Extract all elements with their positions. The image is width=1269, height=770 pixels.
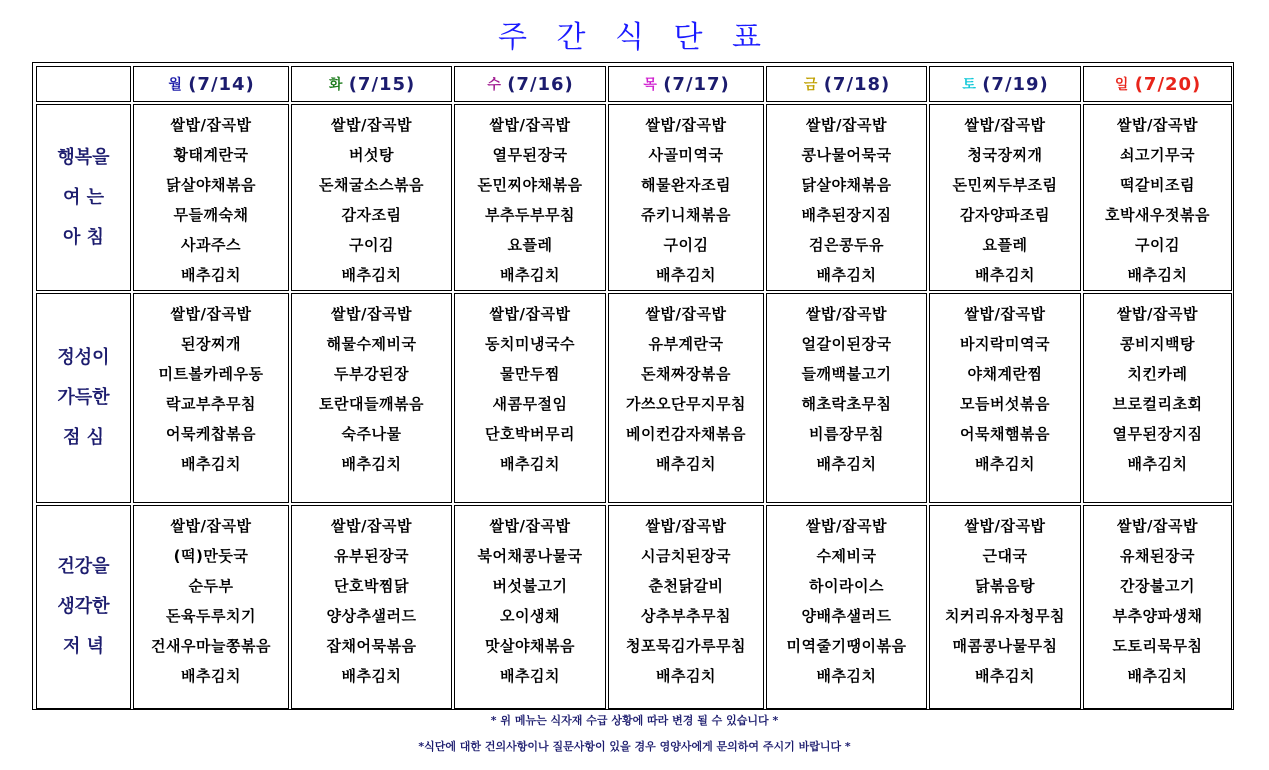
menu-item: 돈육두루치기 bbox=[166, 607, 256, 625]
menu-item: 단호박버무리 bbox=[485, 425, 575, 443]
menu-cell bbox=[929, 104, 1081, 291]
menu-list bbox=[767, 294, 926, 479]
menu-item: 돈채짜장볶음 bbox=[641, 365, 731, 383]
menu-item: 쌀밥/잡곡밥 bbox=[806, 305, 887, 323]
menu-item: 닭살야채볶음 bbox=[166, 176, 256, 194]
day-letter: 금 bbox=[803, 76, 818, 93]
menu-item: 해물완자조림 bbox=[641, 176, 731, 194]
menu-cell bbox=[291, 293, 452, 503]
menu-item: 배추김치 bbox=[656, 667, 716, 685]
menu-cell bbox=[133, 104, 289, 291]
menu-item: 쌀밥/잡곡밥 bbox=[806, 517, 887, 535]
menu-list bbox=[930, 105, 1080, 290]
menu-item: 검은콩두유 bbox=[809, 236, 884, 254]
menu-list bbox=[292, 506, 451, 691]
menu-list bbox=[1084, 105, 1231, 290]
menu-item: 사과주스 bbox=[181, 236, 241, 254]
menu-item: 닭볶음탕 bbox=[975, 577, 1035, 595]
menu-item: 배추된장지짐 bbox=[801, 206, 892, 224]
menu-cell bbox=[454, 104, 606, 291]
menu-item: 닭살야채볶음 bbox=[801, 176, 892, 194]
meal-row bbox=[36, 505, 1232, 709]
day-header-wed bbox=[454, 66, 606, 102]
menu-item: 열무된장국 bbox=[492, 146, 568, 164]
menu-item: 쌀밥/잡곡밥 bbox=[170, 517, 252, 535]
day-letter: 화 bbox=[328, 76, 343, 93]
menu-cell bbox=[608, 104, 764, 291]
menu-cell bbox=[608, 505, 764, 709]
menu-list bbox=[609, 105, 763, 290]
menu-item: 북어채콩나물국 bbox=[477, 547, 583, 565]
menu-list bbox=[455, 105, 605, 290]
menu-list bbox=[134, 294, 288, 479]
day-date: (7/16) bbox=[507, 73, 574, 95]
menu-item: 감자조림 bbox=[341, 206, 402, 224]
menu-item: 물만두찜 bbox=[500, 365, 560, 383]
menu-item: 사골미역국 bbox=[648, 146, 724, 164]
menu-item: 해물수제비국 bbox=[326, 335, 417, 353]
menu-item: 야채계란찜 bbox=[967, 365, 1043, 383]
menu-cell bbox=[1083, 104, 1232, 291]
menu-item: 순두부 bbox=[188, 577, 234, 595]
day-date: (7/20) bbox=[1134, 73, 1202, 95]
menu-cell bbox=[454, 293, 606, 503]
menu-cell bbox=[454, 505, 606, 709]
day-date: (7/17) bbox=[663, 73, 730, 95]
menu-item: 하이라이스 bbox=[809, 577, 884, 595]
meal-name-line: 건강을 bbox=[57, 556, 110, 577]
menu-item: 쌀밥/잡곡밥 bbox=[170, 305, 252, 323]
menu-item: 구이김 bbox=[349, 236, 394, 254]
menu-item: 쌀밥/잡곡밥 bbox=[645, 517, 727, 535]
day-header-sun bbox=[1083, 66, 1232, 102]
menu-item: 시금치된장국 bbox=[641, 547, 731, 565]
corner-cell bbox=[36, 66, 131, 102]
menu-list bbox=[455, 294, 605, 479]
day-letter: 토 bbox=[962, 76, 976, 93]
menu-item: 해초락초무침 bbox=[801, 395, 892, 413]
menu-item: 호박새우젓볶음 bbox=[1105, 206, 1210, 224]
day-date: (7/18) bbox=[823, 73, 891, 95]
menu-item: 황태계란국 bbox=[173, 146, 249, 164]
menu-item: 간장불고기 bbox=[1120, 577, 1195, 595]
menu-item: 어묵케찹볶음 bbox=[166, 425, 256, 443]
menu-item: 쌀밥/잡곡밥 bbox=[964, 116, 1046, 134]
menu-item: 배추김치 bbox=[181, 455, 241, 473]
menu-item: 배추김치 bbox=[1127, 667, 1188, 685]
meal-name-line: 저 녁 bbox=[62, 636, 105, 657]
menu-item: 치킨카레 bbox=[1127, 365, 1188, 383]
menu-item: 배추김치 bbox=[816, 266, 877, 284]
meal-name-line: 정성이 bbox=[57, 347, 110, 368]
menu-item: 쌀밥/잡곡밥 bbox=[645, 305, 727, 323]
menu-item: 비름장무침 bbox=[809, 425, 884, 443]
menu-list bbox=[292, 105, 451, 290]
day-letter: 수 bbox=[487, 76, 501, 93]
meal-name bbox=[36, 104, 131, 291]
menu-cell bbox=[291, 104, 452, 291]
menu-item: 토란대들깨볶음 bbox=[319, 395, 424, 413]
menu-item: 콩비지백탕 bbox=[1120, 335, 1195, 353]
menu-item: 들깨백불고기 bbox=[801, 365, 892, 383]
menu-item: 유채된장국 bbox=[1120, 547, 1195, 565]
header-row bbox=[36, 66, 1232, 102]
menu-item: 부추양파생채 bbox=[1112, 607, 1203, 625]
day-date: (7/14) bbox=[188, 73, 255, 95]
menu-item: 버섯불고기 bbox=[492, 577, 568, 595]
menu-item: 배추김치 bbox=[816, 455, 877, 473]
menu-item: 락교부추무침 bbox=[166, 395, 256, 413]
menu-item: 쌀밥/잡곡밥 bbox=[1117, 305, 1198, 323]
menu-item: 감자양파조림 bbox=[960, 206, 1050, 224]
menu-item: 무들깨숙채 bbox=[173, 206, 249, 224]
menu-list bbox=[134, 506, 288, 691]
menu-item: 미역줄기땡이볶음 bbox=[786, 637, 907, 655]
menu-item: 구이김 bbox=[663, 236, 709, 254]
menu-item: 쌀밥/잡곡밥 bbox=[489, 116, 571, 134]
menu-item: 배추김치 bbox=[341, 266, 402, 284]
menu-cell bbox=[766, 505, 927, 709]
menu-item: 쌀밥/잡곡밥 bbox=[964, 305, 1046, 323]
menu-list bbox=[134, 105, 288, 290]
menu-item: 배추김치 bbox=[341, 667, 402, 685]
menu-item: 쌀밥/잡곡밥 bbox=[806, 116, 887, 134]
day-header-tue bbox=[291, 66, 452, 102]
menu-item: 배추김치 bbox=[341, 455, 402, 473]
menu-item: 어묵채햄볶음 bbox=[960, 425, 1050, 443]
menu-item: 청포묵김가루무침 bbox=[626, 637, 746, 655]
menu-item: 배추김치 bbox=[975, 455, 1035, 473]
day-header-thu bbox=[608, 66, 764, 102]
menu-item: 베이컨감자채볶음 bbox=[626, 425, 746, 443]
day-date: (7/19) bbox=[982, 73, 1049, 95]
menu-item: 배추김치 bbox=[500, 667, 560, 685]
page-title: 주 간 식 단 표 bbox=[497, 20, 772, 55]
menu-item: 떡갈비조림 bbox=[1120, 176, 1195, 194]
notice-change: * 위 메뉴는 식자재 수급 상황에 따라 변경 될 수 있습니다 * bbox=[490, 714, 779, 727]
menu-item: 배추김치 bbox=[181, 266, 241, 284]
menu-item: 매콤콩나물무침 bbox=[952, 637, 1058, 655]
menu-item: 도토리묵무침 bbox=[1112, 637, 1203, 655]
menu-item: 콩나물어묵국 bbox=[801, 146, 892, 164]
menu-item: 모듬버섯볶음 bbox=[960, 395, 1050, 413]
meal-name-line: 여 는 bbox=[62, 186, 105, 208]
menu-item: 배추김치 bbox=[975, 266, 1035, 284]
menu-cell bbox=[929, 505, 1081, 709]
menu-item: 배추김치 bbox=[181, 667, 241, 685]
menu-cell bbox=[766, 104, 927, 291]
menu-list bbox=[767, 105, 926, 290]
meal-row bbox=[36, 104, 1232, 291]
menu-item: 유부된장국 bbox=[334, 547, 409, 565]
menu-item: 버섯탕 bbox=[349, 146, 394, 164]
menu-item: 단호박찜닭 bbox=[334, 577, 409, 595]
day-header-mon bbox=[133, 66, 289, 102]
menu-item: 잡채어묵볶음 bbox=[326, 637, 417, 655]
menu-item: 상추부추무침 bbox=[641, 607, 731, 625]
menu-item: 유부계란국 bbox=[648, 335, 724, 353]
menu-item: 배추김치 bbox=[1127, 455, 1188, 473]
menu-item: 새콤무절임 bbox=[492, 395, 568, 413]
meal-name-line: 아 침 bbox=[62, 226, 105, 248]
menu-item: 열무된장지짐 bbox=[1112, 425, 1203, 443]
menu-item: 배추김치 bbox=[500, 266, 560, 284]
menu-item: 쥬키니채볶음 bbox=[641, 206, 731, 224]
menu-cell bbox=[1083, 293, 1232, 503]
menu-cell bbox=[608, 293, 764, 503]
menu-item: 돈민찌야채볶음 bbox=[477, 176, 583, 194]
menu-item: 쌀밥/잡곡밥 bbox=[489, 305, 571, 323]
menu-item: 치커리유자청무침 bbox=[945, 607, 1065, 625]
menu-list bbox=[609, 294, 763, 479]
day-letter: 일 bbox=[1114, 76, 1129, 93]
meal-name bbox=[36, 293, 131, 503]
menu-item: 양배추샐러드 bbox=[801, 607, 892, 625]
day-letter: 목 bbox=[643, 76, 657, 93]
menu-item: 브로컬리초회 bbox=[1112, 395, 1203, 413]
menu-list bbox=[609, 506, 763, 691]
menu-item: 춘천닭갈비 bbox=[648, 577, 724, 595]
menu-list bbox=[1084, 506, 1231, 691]
menu-item: 쌀밥/잡곡밥 bbox=[331, 305, 412, 323]
menu-item: 쇠고기무국 bbox=[1120, 146, 1195, 164]
meal-name-line: 점 심 bbox=[62, 427, 105, 448]
menu-item: 미트볼카레우동 bbox=[158, 365, 264, 383]
menu-cell bbox=[929, 293, 1081, 503]
menu-item: 배추김치 bbox=[656, 455, 716, 473]
menu-list bbox=[930, 294, 1080, 479]
day-header-fri bbox=[766, 66, 927, 102]
menu-item: 된장찌개 bbox=[181, 335, 241, 353]
meal-table bbox=[34, 64, 1234, 711]
menu-list bbox=[767, 506, 926, 691]
menu-item: 구이김 bbox=[1135, 236, 1180, 254]
menu-item: 근대국 bbox=[982, 547, 1028, 565]
menu-item: 쌀밥/잡곡밥 bbox=[170, 116, 252, 134]
day-header-sat bbox=[929, 66, 1081, 102]
meal-name bbox=[36, 505, 131, 709]
menu-item: 바지락미역국 bbox=[960, 335, 1050, 353]
menu-list bbox=[1084, 294, 1231, 479]
meal-name-line: 행복을 bbox=[57, 146, 110, 168]
notice-inquiry: *식단에 대한 건의사항이나 질문사항이 있을 경우 영양사에게 문의하여 주시기 바랍니다 * bbox=[418, 740, 851, 753]
meal-name-line: 가득한 bbox=[57, 387, 110, 408]
menu-item: 쌀밥/잡곡밥 bbox=[331, 116, 412, 134]
menu-item: 오이생채 bbox=[500, 607, 560, 625]
menu-item: 배추김치 bbox=[1127, 266, 1188, 284]
menu-cell bbox=[133, 505, 289, 709]
meal-name-line: 생각한 bbox=[57, 596, 110, 617]
menu-item: 쌀밥/잡곡밥 bbox=[645, 116, 727, 134]
menu-item: 수제비국 bbox=[816, 547, 877, 565]
day-letter: 월 bbox=[168, 76, 182, 93]
menu-item: 배추김치 bbox=[656, 266, 716, 284]
menu-item: 쌀밥/잡곡밥 bbox=[1117, 116, 1198, 134]
menu-cell bbox=[133, 293, 289, 503]
menu-item: 돈채굴소스볶음 bbox=[319, 176, 424, 194]
menu-item: 쌀밥/잡곡밥 bbox=[331, 517, 412, 535]
menu-item: (떡)만둣국 bbox=[173, 547, 249, 565]
menu-item: 배추김치 bbox=[500, 455, 560, 473]
menu-cell bbox=[766, 293, 927, 503]
menu-item: 배추김치 bbox=[975, 667, 1035, 685]
menu-item: 청국장찌개 bbox=[967, 146, 1043, 164]
menu-cell bbox=[291, 505, 452, 709]
menu-item: 건새우마늘쫑볶음 bbox=[151, 637, 271, 655]
menu-list bbox=[292, 294, 451, 479]
menu-item: 가쓰오단무지무침 bbox=[626, 395, 746, 413]
menu-item: 쌀밥/잡곡밥 bbox=[489, 517, 571, 535]
menu-list bbox=[930, 506, 1080, 691]
menu-item: 두부강된장 bbox=[334, 365, 409, 383]
menu-item: 쌀밥/잡곡밥 bbox=[964, 517, 1046, 535]
menu-item: 쌀밥/잡곡밥 bbox=[1117, 517, 1198, 535]
menu-item: 양상추샐러드 bbox=[326, 607, 417, 625]
menu-item: 배추김치 bbox=[816, 667, 877, 685]
menu-item: 돈민찌두부조림 bbox=[952, 176, 1058, 194]
menu-cell bbox=[1083, 505, 1232, 709]
menu-item: 맛살야채볶음 bbox=[485, 637, 575, 655]
menu-item: 얼갈이된장국 bbox=[801, 335, 892, 353]
day-date: (7/15) bbox=[348, 73, 416, 95]
menu-item: 숙주나물 bbox=[341, 425, 402, 443]
menu-item: 부추두부무침 bbox=[485, 206, 575, 224]
menu-item: 요플레 bbox=[982, 236, 1028, 254]
menu-item: 동치미냉국수 bbox=[485, 335, 575, 353]
meal-row bbox=[36, 293, 1232, 503]
menu-list bbox=[455, 506, 605, 691]
menu-item: 요플레 bbox=[507, 236, 553, 254]
